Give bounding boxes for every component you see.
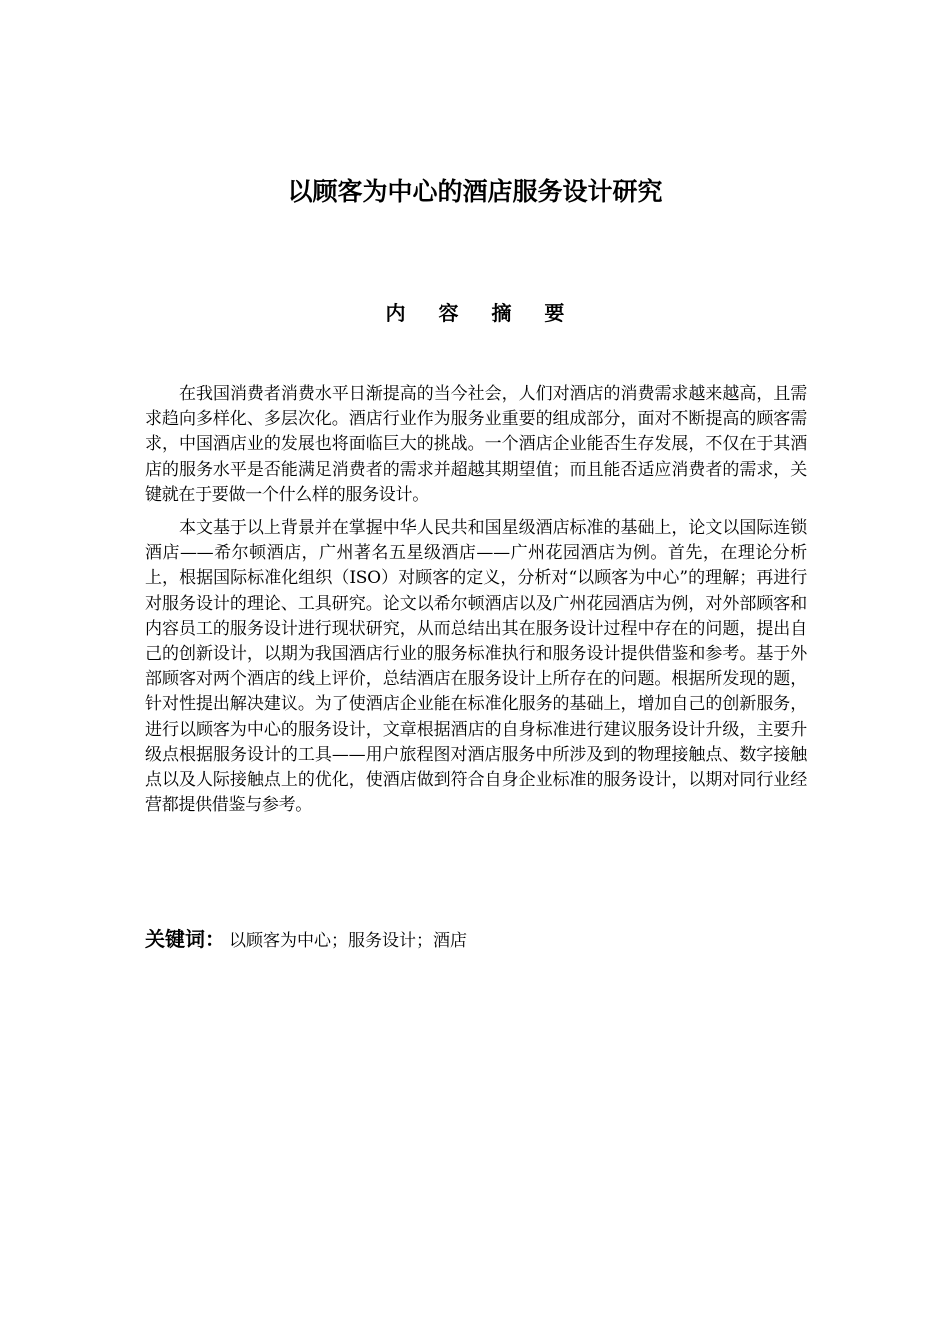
abstract-paragraph-1: 在我国消费者消费水平日渐提高的当今社会，人们对酒店的消费需求越来越高，且需求趋向多样化、多层次化。酒店行业作为服务业重要的组成部分，面对不断提高的顾客需求，中国酒店业的发展也将面临巨大的挑战。一个酒店企业能否生存发展，不仅在于其酒店的服务水平是否能满足消费者的需求并超越其期望值；而且能否适应消费者的需求，关键就在于要做一个什么样的服务设计。 — [145, 384, 807, 505]
abstract-heading: 内 容 摘 要 — [385, 301, 578, 325]
keywords-label: 关键词： — [145, 927, 225, 951]
page-title: 以顾客为中心的酒店服务设计研究 — [287, 177, 663, 206]
keywords-value: 以顾客为中心；服务设计；酒店 — [229, 931, 467, 951]
abstract-paragraph-2: 本文基于以上背景并在掌握中华人民共和国星级酒店标准的基础上，论文以国际连锁酒店——希尔顿酒店，广州著名五星级酒店——广州花园酒店为例。首先，在理论分析上，根据国际标准化组织（ISO）对顾客的定义，分析对“以顾客为中心”的理解；再进行对服务设计的理论、工具研究。论文以希尔顿酒店以及广州花园酒店为例，对外部顾客和内容员工的服务设计进行现状研究，从而总结出其在服务设计过程中存在的问题，提出自己的创新设计，以期为我国酒店行业的服务标准执行和服务设计提供借鉴和参考。基于外部顾客对两个酒店的线上评价，总结酒店在服务设计上所存在的问题。根据所发现的题，针对性提出解决建议。为了使酒店企业能在标准化服务的基础上，增加自己的创新服务，进行以顾客为中心的服务设计，文章根据酒店的自身标准进行建议服务设计升级，主要升级点根据服务设计的工具——用户旅程图对酒店服务中所涉及到的物理接触点、数字接触点以及人际接触点上的优化，使酒店做到符合自身企业标准的服务设计，以期对同行业经营都提供借鉴与参考。 — [145, 518, 807, 816]
abstract-body — [145, 382, 807, 826]
keywords-line — [145, 923, 807, 957]
